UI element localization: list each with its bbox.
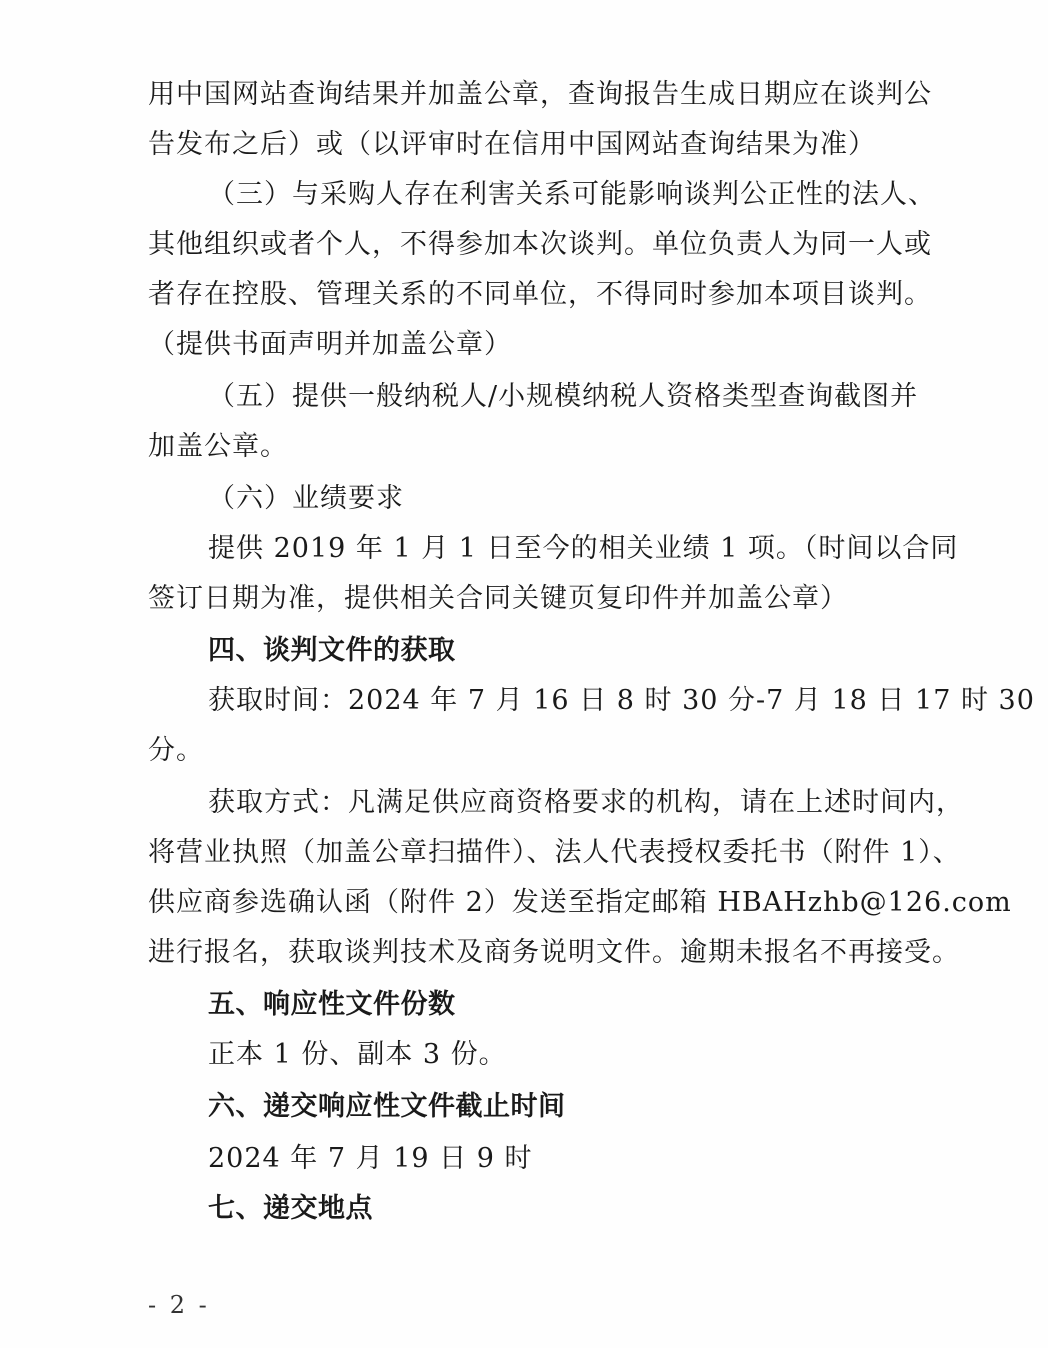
body-line: （五）提供一般纳税人/小规模纳税人资格类型查询截图并 <box>208 381 919 412</box>
body-line: （三）与采购人存在利害关系可能影响谈判公正性的法人、 <box>208 179 936 210</box>
section-heading: 四、谈判文件的获取 <box>208 635 456 666</box>
body-line: 进行报名，获取谈判技术及商务说明文件。逾期未报名不再接受。 <box>148 937 960 968</box>
body-line: （提供书面声明并加盖公章） <box>148 329 512 360</box>
body-line: 正本 1 份、副本 3 份。 <box>208 1039 507 1070</box>
body-line: 加盖公章。 <box>148 431 288 462</box>
body-line: 2024 年 7 月 19 日 9 时 <box>208 1143 533 1174</box>
body-line: 告发布之后）或（以评审时在信用中国网站查询结果为准） <box>148 129 876 160</box>
body-line: （六）业绩要求 <box>208 483 404 514</box>
body-line: 者存在控股、管理关系的不同单位，不得同时参加本项目谈判。 <box>148 279 932 310</box>
section-heading: 五、响应性文件份数 <box>208 989 456 1020</box>
body-line: 供应商参选确认函（附件 2）发送至指定邮箱 HBAHzhb@126.com <box>148 887 1012 918</box>
body-line: 提供 2019 年 1 月 1 日至今的相关业绩 1 项。（时间以合同 <box>208 533 959 564</box>
body-line: 获取方式：凡满足供应商资格要求的机构，请在上述时间内， <box>208 787 964 818</box>
body-line: 其他组织或者个人，不得参加本次谈判。单位负责人为同一人或 <box>148 229 932 260</box>
body-line: 用中国网站查询结果并加盖公章，查询报告生成日期应在谈判公 <box>148 79 932 110</box>
body-line: 签订日期为准，提供相关合同关键页复印件并加盖公章） <box>148 583 848 614</box>
section-heading: 六、递交响应性文件截止时间 <box>208 1091 566 1122</box>
body-line: 分。 <box>148 735 204 766</box>
body-line: 获取时间：2024 年 7 月 16 日 8 时 30 分-7 月 18 日 17 时 30 <box>208 685 1035 716</box>
section-heading: 七、递交地点 <box>208 1193 373 1224</box>
page-number: - 2 - <box>148 1291 210 1319</box>
body-line: 将营业执照（加盖公章扫描件）、法人代表授权委托书（附件 1）、 <box>148 837 961 868</box>
